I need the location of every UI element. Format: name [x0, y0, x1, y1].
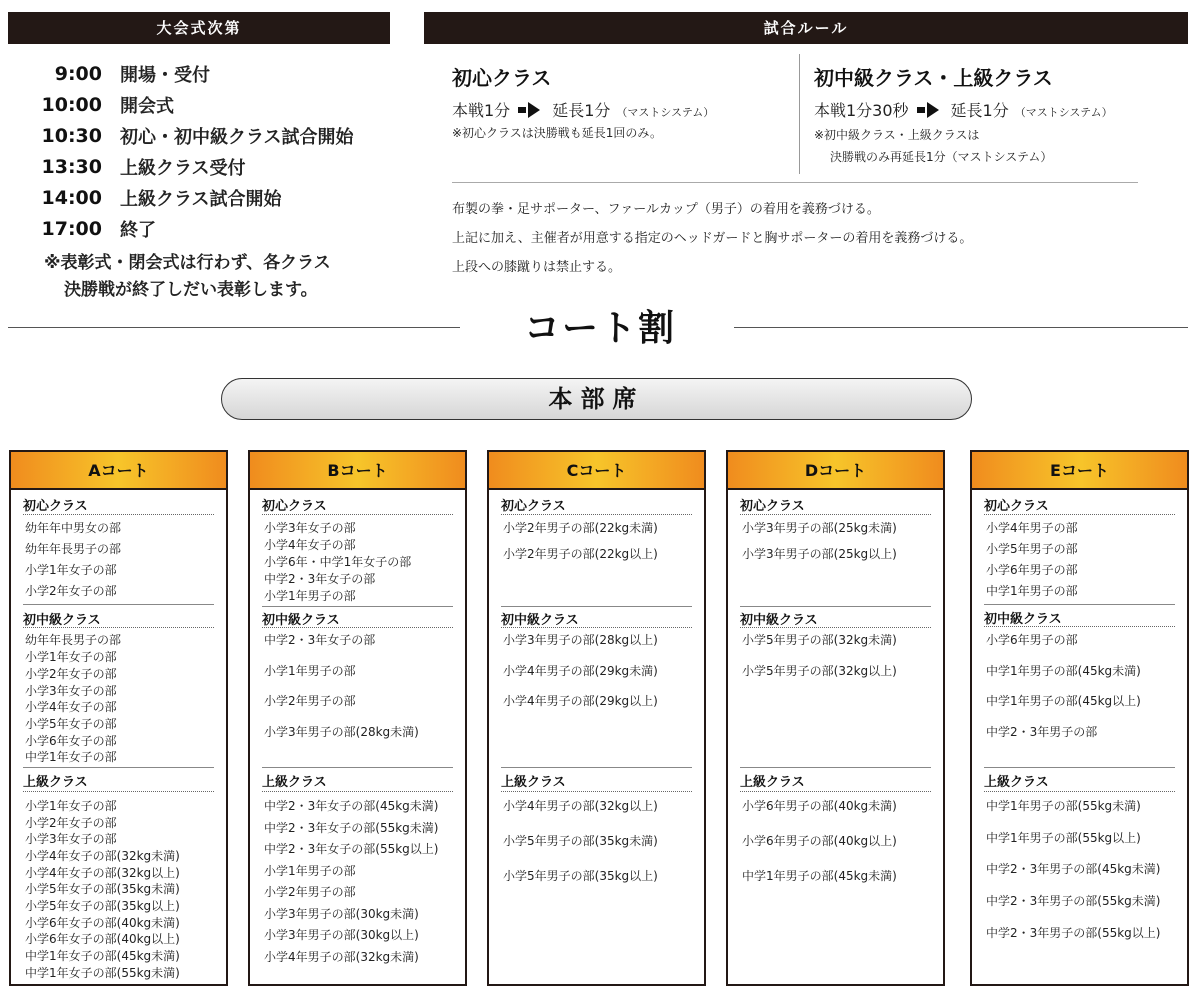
court-c [487, 450, 706, 986]
division-item: 中学1年女子の部(55kg未満) [25, 966, 180, 980]
division-item: 中学2・3年男子の部(55kg以上) [986, 926, 1161, 940]
court-name: Eコート [972, 452, 1187, 490]
division-item: 小学2年女子の部 [25, 584, 117, 598]
division-item: 中学2・3年女子の部(55kg未満) [264, 821, 439, 835]
division-item: 小学5年男子の部(32kg以上) [742, 664, 897, 678]
division-item: 小学4年女子の部 [264, 538, 356, 552]
division-item: 小学3年女子の部 [25, 832, 117, 846]
schedule-row [24, 214, 156, 244]
division-item: 小学4年女子の部(32kg以上) [25, 866, 180, 880]
intermediate-rule-note: ※初中級クラス・上級クラスは [814, 128, 980, 142]
dotted-rule [23, 791, 214, 792]
dotted-rule [262, 791, 453, 792]
class-separator [23, 767, 214, 768]
division-item: 中学2・3年男子の部 [986, 725, 1098, 739]
class-separator [740, 767, 931, 768]
division-item: 小学6年・中学1年女子の部 [264, 555, 412, 569]
division-item: 小学4年男子の部(32kg未満) [264, 950, 419, 964]
court-name: Dコート [728, 452, 943, 490]
beginner-rule-duration [452, 98, 714, 121]
class-separator [501, 606, 692, 607]
dotted-rule [984, 791, 1175, 792]
schedule-note [44, 250, 331, 304]
division-item: 小学6年男子の部(40kg未満) [742, 799, 897, 813]
main-bout-text: 本戦1分30秒 [814, 101, 909, 120]
division-item: 中学1年女子の部 [25, 750, 117, 764]
class-label-intermediate: 初中級クラス [740, 613, 818, 628]
division-item: 小学4年男子の部 [986, 521, 1078, 535]
division-item: 小学2年男子の部(22kg未満) [503, 521, 658, 535]
dotted-rule [23, 627, 214, 628]
general-rule: 上記に加え、主催者が用意する指定のヘッドガードと胸サポーターの着用を義務づける。 [452, 231, 973, 246]
division-item: 小学5年女子の部(35kg以上) [25, 899, 180, 913]
arrow-head-icon [528, 102, 540, 118]
schedule-event: 開場・受付 [120, 65, 210, 86]
class-label-advanced: 上級クラス [501, 775, 566, 790]
division-item: 小学3年女子の部 [25, 684, 117, 698]
schedule-note-line: ※表彰式・閉会式は行わず、各クラス [44, 253, 331, 273]
court-title: コート割 [523, 308, 676, 349]
class-label-beginner: 初心クラス [262, 499, 327, 514]
division-item: 小学6年男子の部(40kg以上) [742, 834, 897, 848]
division-item: 小学1年女子の部 [25, 799, 117, 813]
division-item: 小学1年女子の部 [25, 650, 117, 664]
court-b [248, 450, 467, 986]
dotted-rule [262, 514, 453, 515]
dotted-rule [740, 791, 931, 792]
must-system-text: （マストシステム） [616, 106, 715, 119]
division-item: 小学4年女子の部(32kg未満) [25, 849, 180, 863]
class-label-advanced: 上級クラス [262, 775, 327, 790]
division-item: 小学4年女子の部 [25, 700, 117, 714]
class-label-intermediate: 初中級クラス [501, 613, 579, 628]
division-item: 小学3年男子の部(25kg未満) [742, 521, 897, 535]
dotted-rule [740, 627, 931, 628]
division-item: 小学1年男子の部 [264, 589, 356, 603]
class-separator [23, 604, 214, 605]
schedule-time: 9:00 [54, 63, 102, 85]
court-e [970, 450, 1189, 986]
dotted-rule [262, 627, 453, 628]
division-item: 小学4年男子の部(29kg未満) [503, 664, 658, 678]
court-name: Aコート [11, 452, 226, 490]
division-item: 小学2年男子の部 [264, 885, 356, 899]
class-separator [262, 767, 453, 768]
general-rule: 上段への膝蹴りは禁止する。 [452, 260, 622, 275]
division-item: 小学6年男子の部 [986, 633, 1078, 647]
division-item: 小学6年男子の部 [986, 563, 1078, 577]
division-item: 小学1年男子の部 [264, 864, 356, 878]
division-item: 幼年年長男子の部 [25, 633, 122, 647]
division-item: 小学3年男子の部(28kg未満) [264, 725, 419, 739]
class-label-advanced: 上級クラス [984, 775, 1049, 790]
division-item: 中学2・3年女子の部 [264, 633, 376, 647]
division-item: 中学1年男子の部(55kg未満) [986, 799, 1141, 813]
division-item: 小学6年女子の部(40kg未満) [25, 916, 180, 930]
schedule-event: 開会式 [120, 96, 174, 117]
division-item: 小学2年女子の部 [25, 667, 117, 681]
intermediate-rule-title: 初中級クラス・上級クラス [814, 66, 1053, 90]
division-item: 小学3年男子の部(25kg以上) [742, 547, 897, 561]
class-separator [262, 606, 453, 607]
division-item: 中学1年女子の部(45kg未満) [25, 949, 180, 963]
court-d [726, 450, 945, 986]
class-label-advanced: 上級クラス [740, 775, 805, 790]
class-separator [740, 606, 931, 607]
division-item: 小学1年男子の部 [264, 664, 356, 678]
division-item: 小学1年女子の部 [25, 563, 117, 577]
division-item: 中学1年男子の部(45kg以上) [986, 694, 1141, 708]
schedule-event: 初心・初中級クラス試合開始 [120, 127, 354, 148]
dotted-rule [23, 514, 214, 515]
arrow-head-icon [927, 102, 939, 118]
division-item: 中学2・3年男子の部(45kg未満) [986, 862, 1161, 876]
dotted-rule [984, 514, 1175, 515]
dotted-rule [740, 514, 931, 515]
schedule-header: 大会式次第 [8, 12, 390, 44]
court-title-line-right [734, 327, 1188, 328]
division-item: 小学5年女子の部 [25, 717, 117, 731]
division-item: 小学3年女子の部 [264, 521, 356, 535]
class-separator [501, 767, 692, 768]
division-item: 小学5年男子の部(35kg未満) [503, 834, 658, 848]
schedule-note-line: 決勝戦が終了しだい表彰します。 [64, 280, 318, 300]
schedule-row [24, 152, 245, 182]
division-item: 小学2年男子の部 [264, 694, 356, 708]
schedule-time: 13:30 [41, 156, 102, 178]
division-item: 中学1年男子の部(45kg未満) [742, 869, 897, 883]
general-rule: 布製の拳・足サポーター、ファールカップ（男子）の着用を義務づける。 [452, 202, 880, 217]
rules-divider [799, 54, 800, 174]
schedule-time: 14:00 [41, 187, 102, 209]
division-item: 中学1年男子の部(45kg未満) [986, 664, 1141, 678]
class-separator [984, 767, 1175, 768]
must-system-text: （マストシステム） [1014, 106, 1113, 119]
division-item: 中学1年男子の部 [986, 584, 1078, 598]
division-item: 小学2年女子の部 [25, 816, 117, 830]
schedule-time: 10:30 [41, 125, 102, 147]
schedule-time: 10:00 [41, 94, 102, 116]
class-label-beginner: 初心クラス [984, 499, 1049, 514]
headquarters-seat: 本部席 [221, 378, 972, 420]
beginner-rule-title: 初心クラス [452, 66, 552, 90]
schedule-row [24, 183, 281, 213]
division-item: 小学2年男子の部(22kg以上) [503, 547, 658, 561]
intermediate-rule-note: 決勝戦のみ再延長1分（マストシステム） [830, 150, 1053, 164]
intermediate-rule-duration [814, 98, 1113, 121]
class-label-intermediate: 初中級クラス [984, 612, 1062, 627]
schedule-event: 上級クラス試合開始 [120, 189, 282, 210]
class-label-intermediate: 初中級クラス [262, 613, 340, 628]
schedule-row [24, 121, 353, 151]
dotted-rule [501, 514, 692, 515]
division-item: 中学1年男子の部(55kg以上) [986, 831, 1141, 845]
arrow-right-icon [518, 107, 526, 113]
division-item: 小学5年男子の部 [986, 542, 1078, 556]
division-item: 中学2・3年女子の部(45kg未満) [264, 799, 439, 813]
division-item: 幼年年長男子の部 [25, 542, 122, 556]
beginner-rule-note: ※初心クラスは決勝戦も延長1回のみ。 [452, 126, 663, 140]
division-item: 小学5年女子の部(35kg未満) [25, 882, 180, 896]
division-item: 小学6年女子の部(40kg以上) [25, 932, 180, 946]
class-label-beginner: 初心クラス [23, 499, 88, 514]
division-item: 小学4年男子の部(29kg以上) [503, 694, 658, 708]
division-item: 小学3年男子の部(28kg以上) [503, 633, 658, 647]
division-item: 小学5年男子の部(35kg以上) [503, 869, 658, 883]
schedule-event: 上級クラス受付 [120, 158, 246, 179]
division-item: 小学3年男子の部(30kg以上) [264, 928, 419, 942]
schedule-row [24, 59, 210, 89]
court-a [9, 450, 228, 986]
class-separator [984, 604, 1175, 605]
extension-text: 延長1分 [552, 101, 611, 120]
class-label-beginner: 初心クラス [740, 499, 805, 514]
court-name: Cコート [489, 452, 704, 490]
division-item: 小学3年男子の部(30kg未満) [264, 907, 419, 921]
schedule-row [24, 90, 174, 120]
extension-text: 延長1分 [950, 101, 1009, 120]
division-item: 中学2・3年女子の部(55kg以上) [264, 842, 439, 856]
schedule-event: 終了 [120, 220, 156, 241]
rules-header: 試合ルール [424, 12, 1188, 44]
main-bout-text: 本戦1分 [452, 101, 511, 120]
division-item: 中学2・3年女子の部 [264, 572, 376, 586]
division-item: 小学5年男子の部(32kg未満) [742, 633, 897, 647]
dotted-rule [984, 626, 1175, 627]
division-item: 小学4年男子の部(32kg以上) [503, 799, 658, 813]
court-name: Bコート [250, 452, 465, 490]
class-label-advanced: 上級クラス [23, 775, 88, 790]
arrow-right-icon [917, 107, 925, 113]
division-item: 幼年年中男女の部 [25, 521, 122, 535]
schedule-time: 17:00 [41, 218, 102, 240]
dotted-rule [501, 791, 692, 792]
division-item: 小学6年女子の部 [25, 734, 117, 748]
class-label-beginner: 初心クラス [501, 499, 566, 514]
dotted-rule [501, 627, 692, 628]
division-item: 中学2・3年男子の部(55kg未満) [986, 894, 1161, 908]
class-label-intermediate: 初中級クラス [23, 613, 101, 628]
rules-separator [452, 182, 1138, 183]
